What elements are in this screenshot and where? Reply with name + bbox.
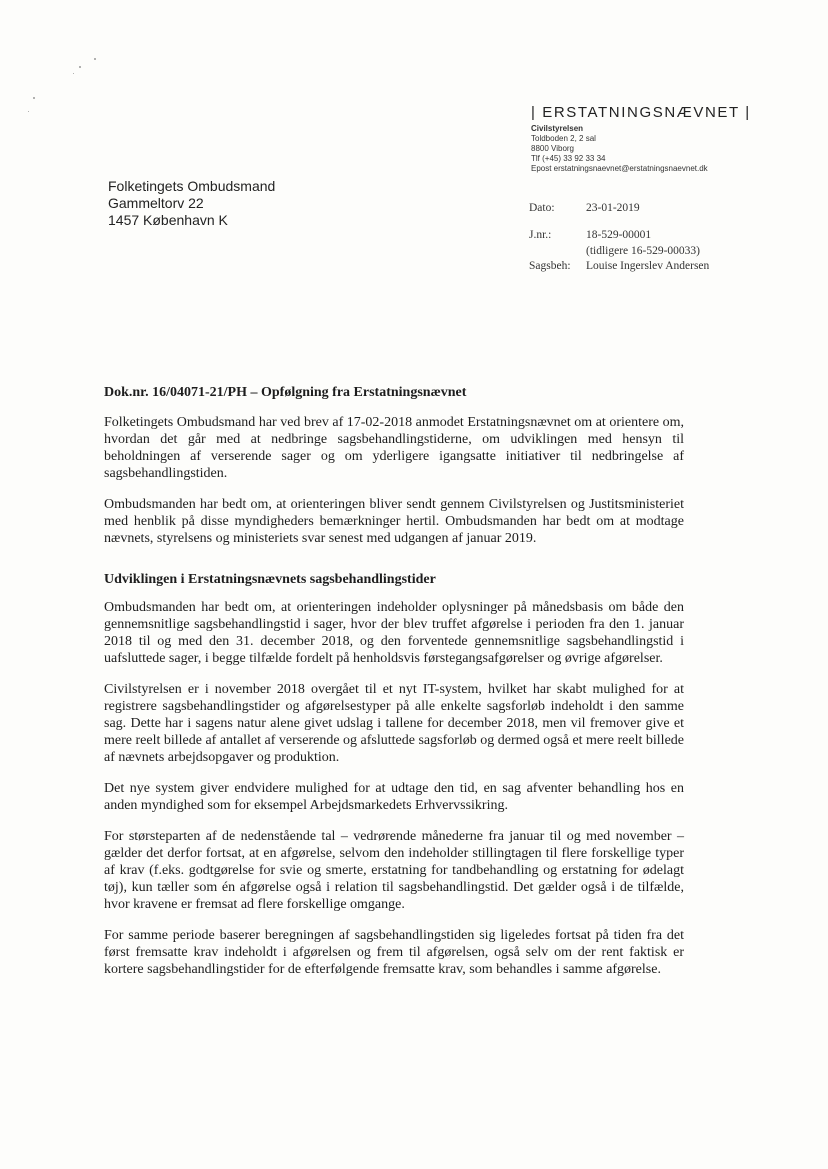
sender-address-line1: Toldboden 2, 2 sal xyxy=(531,134,596,143)
sender-logo: | ERSTATNINGSNÆVNET | xyxy=(531,104,751,121)
jnr-label: J.nr.: xyxy=(529,229,552,241)
meta-jnr xyxy=(529,227,749,243)
scan-speck xyxy=(33,97,35,99)
letter-body xyxy=(104,384,684,992)
paragraph: Folketingets Ombudsmand har ved brev af 17-02-2018 anmodet Erstatningsnævnet om at orientere om, hvordan det går med at nedbringe sagsbehandlingstiderne, om udviklingen med hensyn til beholdningen af verserende sager og om yderligere igangsatte initiativer til nedbringelse af sagsbehandlingstiden. xyxy=(104,415,684,481)
sender-address-line2: 8800 Viborg xyxy=(531,144,574,153)
caseworker-label: Sagsbeh: xyxy=(529,260,571,272)
paragraph: For størsteparten af de nedenstående tal – vedrørende månederne fra januar til og med november – gælder det derfor fortsat, at en afgørelse, selvom den indeholder stillingtagen til flere forskellige typer af krav (f.eks. godtgørelse for svie og smerte, erstatning for tandbehandling og erstatning for ødelagt tøj), kun tæller som én afgørelse også i relation til sagsbehandlingstid. Det gælder også i de tilfælde, hvor kravene er fremsat ad flere forskellige omgange. xyxy=(104,829,684,912)
scan-speck xyxy=(73,73,74,74)
sender-address xyxy=(531,124,708,174)
sender-phone: Tlf (+45) 33 92 33 34 xyxy=(531,154,606,163)
meta-caseworker xyxy=(529,258,769,274)
date-label: Dato: xyxy=(529,202,555,214)
subject-heading: Dok.nr. 16/04071-21/PH – Opfølgning fra Erstatningsnævnet xyxy=(104,385,467,400)
recipient-name: Folketingets Ombudsmand xyxy=(108,178,276,194)
meta-date xyxy=(529,200,749,216)
paragraph: Ombudsmanden har bedt om, at orienteringen indeholder oplysninger på månedsbasis om både den gennemsnitlige sagsbehandlingstid i sager, hvor der blev truffet afgørelse i perioden fra den 1. januar 2018 til og med den 31. december 2018, og den forventede gennemsnitlige sagsbehandlingstid i uafsluttede sager, i begge tilfælde fordelt på henholdsvis førstegangsafgørelser og øvrige afgørelser. xyxy=(104,600,684,666)
caseworker-value: Louise Ingerslev Andersen xyxy=(586,260,710,272)
jnr-value: 18-529-00001 xyxy=(586,229,652,241)
sender-email: Epost erstatningsnaevnet@erstatningsnaevnet.dk xyxy=(531,164,708,173)
paragraph: Ombudsmanden har bedt om, at orienteringen bliver sendt gennem Civilstyrelsen og Justitsministeriet med henblik på disse myndigheders bemærkninger hertil. Ombudsmanden har bedt om at modtage nævnets, styrelsens og ministeriets svar senest med udgangen af januar 2019. xyxy=(104,497,684,546)
section-heading: Udviklingen i Erstatningsnævnets sagsbehandlingstider xyxy=(104,572,436,587)
recipient-city: 1457 København K xyxy=(108,212,228,228)
paragraph: Civilstyrelsen er i november 2018 overgået til et nyt IT-system, hvilket har skabt mulighed for at registrere sagsbehandlingstider og afgørelsestyper på alle enkelte sagsforløb indeholdt i den samme sag. Dette har i sagens natur alene givet udslag i tallene for december 2018, men vil fremover give et mere reelt billede af antallet af verserende og afsluttede sagsforløb og dermed også et mere reelt billede af nævnets arbejdsopgaver og produktion. xyxy=(104,682,684,765)
jnr-previous: (tidligere 16-529-00033) xyxy=(586,245,701,257)
paragraph: For samme periode baserer beregningen af sagsbehandlingstiden sig ligeledes fortsat på tiden fra det først fremsatte krav indeholdt i afgørelsen og frem til afgørelsen, også selv om der rent faktisk er kortere sagsbehandlingstider for de efterfølgende fremsatte krav, som behandles i samme afgørelse. xyxy=(104,928,684,977)
date-value: 23-01-2019 xyxy=(586,202,640,214)
scan-speck xyxy=(79,66,81,68)
recipient-street: Gammeltorv 22 xyxy=(108,195,204,211)
scan-speck xyxy=(94,58,96,60)
paragraph: Det nye system giver endvidere mulighed for at udtage den tid, en sag afventer behandling hos en anden myndighed som for eksempel Arbejdsmarkedets Erhvervssikring. xyxy=(104,781,684,813)
meta-jnr-previous xyxy=(529,243,749,259)
recipient-address xyxy=(108,178,275,229)
scan-speck xyxy=(28,111,29,112)
sender-org: Civilstyrelsen xyxy=(531,124,584,133)
